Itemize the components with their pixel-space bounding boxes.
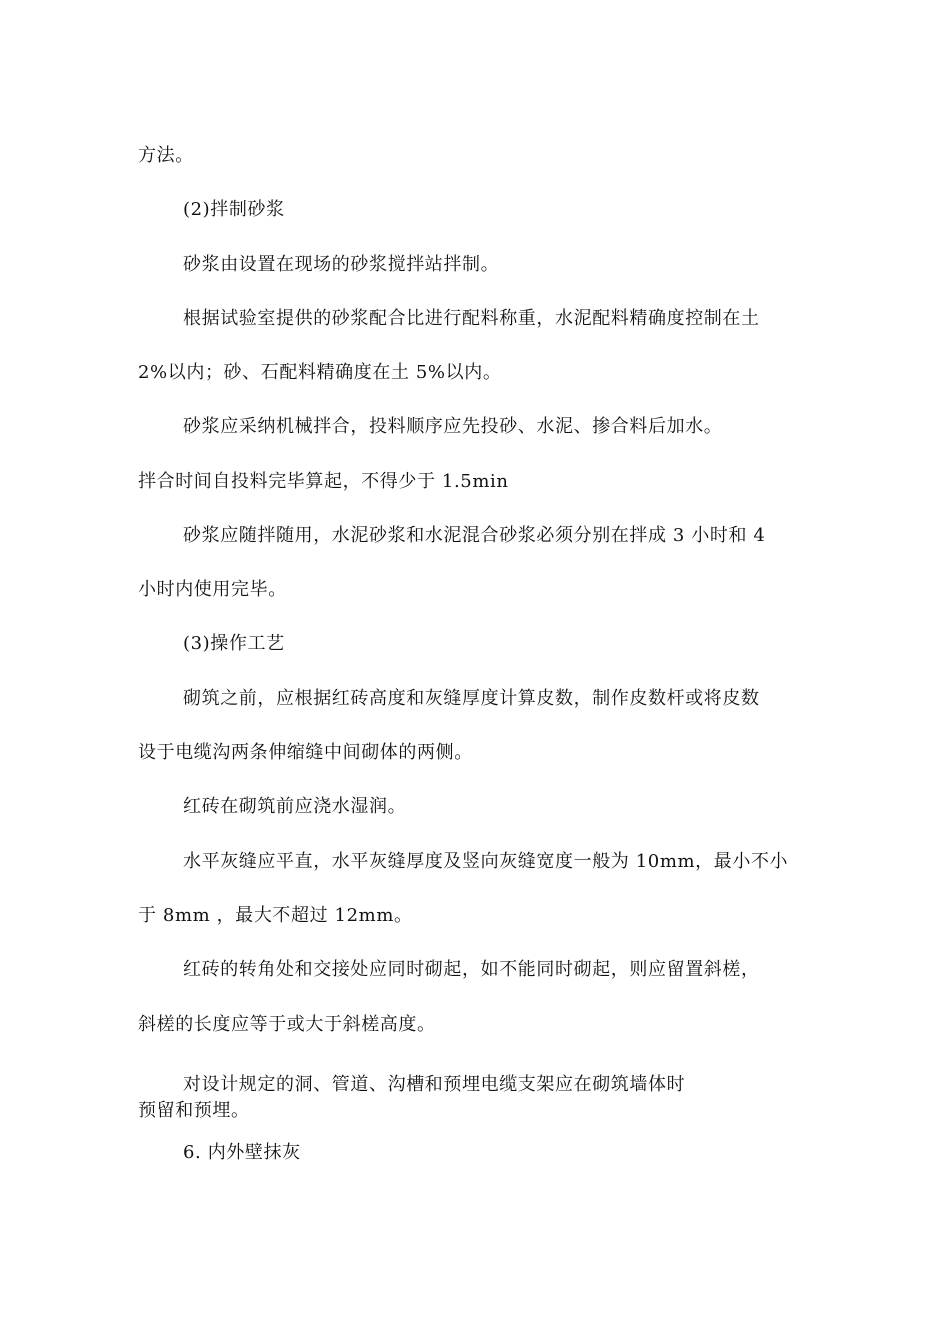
- text-line-11: 砌筑之前，应根据红砖高度和灰缝厚度计算皮数，制作皮数杆或将皮数: [183, 688, 760, 709]
- text-line-8: 砂浆应随拌随用，水泥砂浆和水泥混合砂浆必须分别在拌成 3 小时和 4: [183, 525, 766, 546]
- text-line-5: 2%以内；砂、石配料精确度在土 5%以内。: [138, 362, 502, 383]
- text-line-15: 于 8mm ，最大不超过 12mm。: [138, 905, 413, 926]
- text-line-12: 设于电缆沟两条伸缩缝中间砌体的两侧。: [138, 742, 473, 763]
- text-line-7: 拌合时间自投料完毕算起，不得少于 1.5min: [138, 471, 509, 492]
- text-line-18: 对设计规定的洞、管道、沟槽和预埋电缆支架应在砌筑墙体时: [183, 1074, 686, 1095]
- text-line-16: 红砖的转角处和交接处应同时砌起，如不能同时砌起，则应留置斜槎，: [183, 959, 760, 980]
- text-line-14: 水平灰缝应平直，水平灰缝厚度及竖向灰缝宽度一般为 10mm，最小不小: [183, 851, 789, 872]
- text-line-9: 小时内使用完毕。: [138, 579, 287, 600]
- text-line-6: 砂浆应采纳机械拌合，投料顺序应先投砂、水泥、掺合料后加水。: [183, 416, 723, 437]
- heading-mix-mortar: (2)拌制砂浆: [183, 199, 285, 220]
- text-line-13: 红砖在砌筑前应浇水湿润。: [183, 796, 407, 817]
- text-line-4: 根据试验室提供的砂浆配合比进行配料称重，水泥配料精确度控制在土: [183, 308, 760, 329]
- text-line-17: 斜槎的长度应等于或大于斜槎高度。: [138, 1014, 436, 1035]
- heading-operation-process: (3)操作工艺: [183, 633, 285, 654]
- text-line-19: 预留和预埋。: [138, 1100, 250, 1121]
- text-line-1: 方法。: [138, 145, 194, 166]
- heading-wall-plastering: 6. 内外壁抹灰: [183, 1142, 301, 1163]
- text-line-3: 砂浆由设置在现场的砂浆搅拌站拌制。: [183, 254, 500, 275]
